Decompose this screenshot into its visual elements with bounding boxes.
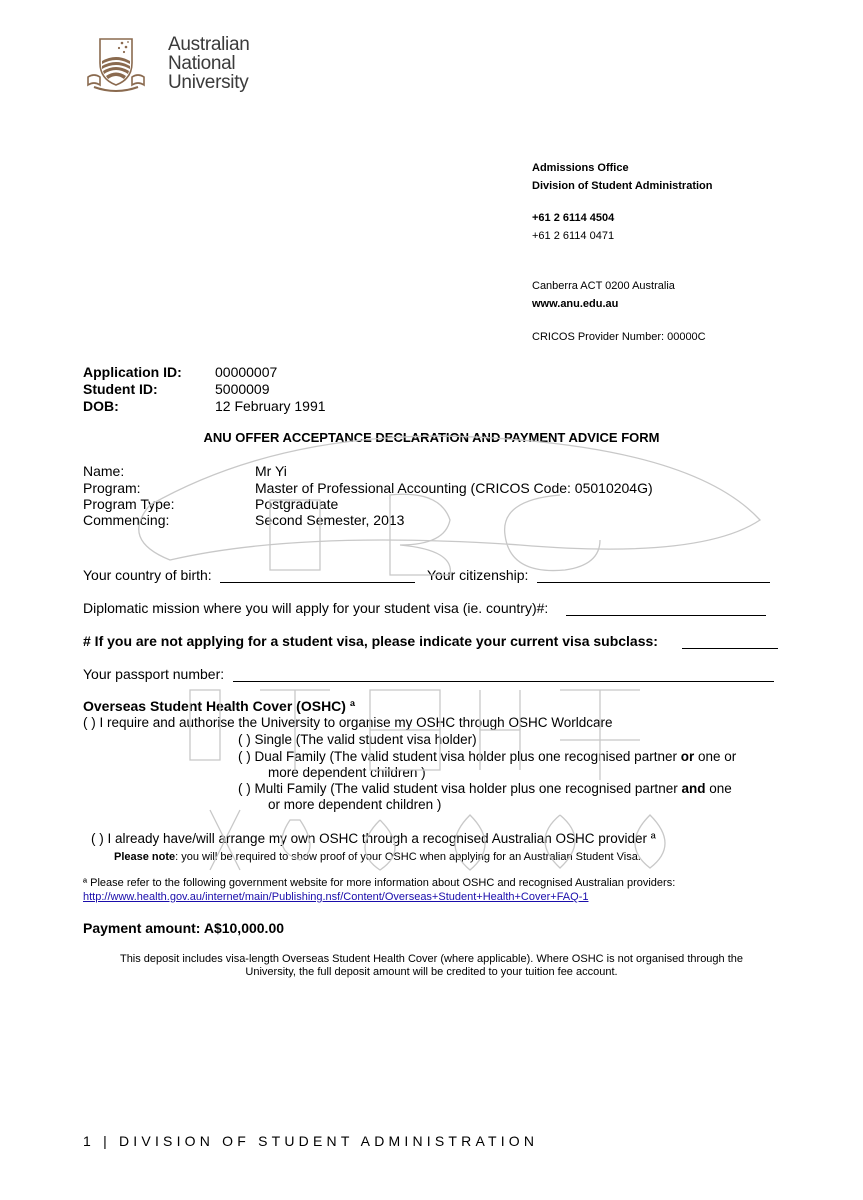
phone-number: +61 2 6114 4504	[532, 212, 615, 224]
commencing-label: Commencing:	[83, 512, 170, 528]
division-name: Division of Student Administration	[532, 180, 713, 192]
oshc-single-option[interactable]: ( ) Single (The valid student visa holder)	[238, 732, 477, 747]
program-type-value: Postgraduate	[255, 496, 339, 512]
student-id-value: 5000009	[215, 381, 270, 397]
multi-text-1: ( ) Multi Family (The valid student visa holder plus one recognised partner	[238, 781, 682, 796]
birth-country-field[interactable]	[220, 582, 415, 583]
multi-text-2: one	[705, 781, 732, 796]
multi-text-3: or more dependent children )	[268, 797, 442, 812]
oshc-own-option[interactable]: ( ) I already have/will arrange my own OSHC through a recognised Australian OSHC provider ª	[91, 831, 656, 846]
program-type-label: Program Type:	[83, 496, 175, 512]
logo-line-3: University	[168, 72, 249, 93]
reference-link[interactable]: http://www.health.gov.au/internet/main/Publishing.nsf/Content/Overseas+Student+Health+Cover+FAQ-1	[83, 891, 589, 903]
application-id-value: 00000007	[215, 364, 278, 380]
name-value: Mr Yi	[255, 463, 287, 479]
payment-note-1: This deposit includes visa-length Overseas Student Health Cover (where applicable). Where OSHC is not organised through the	[119, 953, 744, 965]
visa-subclass-label: # If you are not applying for a student visa, please indicate your current visa subclass:	[83, 633, 658, 649]
logo-line-1: Australian	[168, 34, 250, 55]
passport-label: Your passport number:	[83, 666, 225, 682]
diplomatic-mission-label: Diplomatic mission where you will apply for your student visa (ie. country)#:	[83, 600, 549, 616]
visa-subclass-field[interactable]	[682, 648, 778, 649]
cricos-number: CRICOS Provider Number: 00000C	[532, 331, 706, 343]
multi-and: and	[681, 781, 706, 796]
page-footer: 1 | DIVISION OF STUDENT ADMINISTRATION	[83, 1133, 539, 1149]
diplomatic-mission-field[interactable]	[566, 615, 766, 616]
dual-text-1: ( ) Dual Family (The valid student visa holder plus one recognised partner	[238, 749, 681, 764]
program-label: Program:	[83, 480, 141, 496]
oshc-dual-option[interactable]	[238, 749, 736, 764]
note-label: Please note	[114, 851, 176, 863]
dual-text-2: one or	[694, 749, 737, 764]
oshc-require-option[interactable]: ( ) I require and authorise the University to organise my OSHC through OSHC Worldcare	[83, 715, 613, 730]
university-logo-text	[168, 35, 250, 92]
payment-amount: Payment amount: A$10,000.00	[83, 920, 285, 936]
dual-text-3: more dependent children )	[268, 765, 426, 780]
admissions-office: Admissions Office	[532, 162, 629, 174]
citizenship-field[interactable]	[537, 582, 770, 583]
dual-or: or	[680, 749, 695, 764]
oshc-note	[114, 851, 641, 863]
commencing-value: Second Semester, 2013	[255, 512, 405, 528]
dob-label: DOB:	[83, 398, 119, 414]
oshc-multi-option[interactable]	[238, 781, 732, 796]
logo-line-2: National	[168, 53, 236, 74]
reference-text: ª Please refer to the following government website for more information about OSHC and recognised Australian providers:	[83, 877, 676, 889]
program-value: Master of Professional Accounting (CRICOS Code: 05010204G)	[255, 480, 653, 496]
city-address: Canberra ACT 0200 Australia	[532, 280, 675, 292]
oshc-heading: Overseas Student Health Cover (OSHC) ª	[83, 698, 356, 714]
fax-number: +61 2 6114 0471	[532, 230, 615, 242]
passport-field[interactable]	[233, 681, 774, 682]
website: www.anu.edu.au	[532, 298, 619, 310]
student-id-label: Student ID:	[83, 381, 158, 397]
name-label: Name:	[83, 463, 125, 479]
application-id-label: Application ID:	[83, 364, 182, 380]
form-title: ANU OFFER ACCEPTANCE DECLARATION AND PAYMENT ADVICE FORM	[203, 430, 660, 445]
citizenship-label: Your citizenship:	[427, 567, 529, 583]
payment-note-2: University, the full deposit amount will be credited to your tuition fee account.	[245, 966, 618, 978]
birth-country-label: Your country of birth:	[83, 567, 212, 583]
dob-value: 12 February 1991	[215, 398, 326, 414]
note-text: : you will be required to show proof of your OSHC when applying for an Australian Student Visa.	[175, 851, 641, 863]
university-crest-icon	[86, 33, 158, 93]
